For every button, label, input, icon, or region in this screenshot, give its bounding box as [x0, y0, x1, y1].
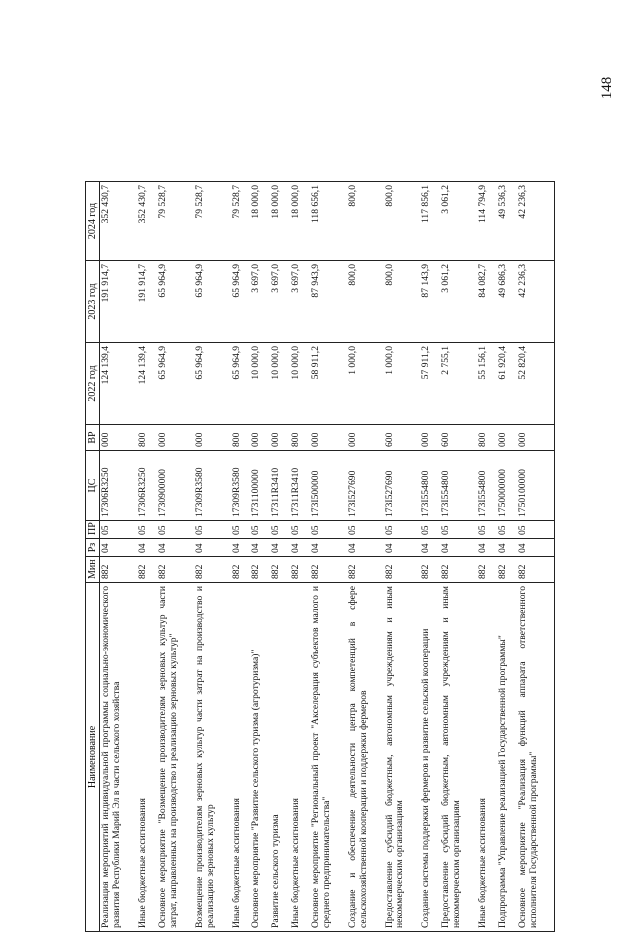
row-pr: 05 — [137, 521, 157, 539]
row-rz: 04 — [290, 539, 310, 557]
rotated-table-wrapper — [85, 182, 555, 932]
row-value-2024: 3 061,2 — [440, 182, 477, 261]
row-min: 882 — [100, 557, 138, 583]
row-min: 882 — [440, 557, 477, 583]
row-value-2024: 117 856,1 — [420, 182, 440, 261]
row-min: 882 — [310, 557, 347, 583]
row-value-2022: 124 139,4 — [100, 343, 138, 425]
row-cs: 173I527690 — [347, 451, 384, 521]
row-rz: 04 — [497, 539, 517, 557]
row-cs: 173I527690 — [384, 451, 421, 521]
row-value-2023: 65 964,9 — [231, 261, 251, 343]
row-cs: 1730900000 — [157, 451, 194, 521]
row-vr: 600 — [384, 425, 421, 451]
row-value-2023: 87 143,9 — [420, 261, 440, 343]
row-value-2023: 49 686,3 — [497, 261, 517, 343]
row-cs: 173I554800 — [420, 451, 440, 521]
row-cs: 1750000000 — [497, 451, 517, 521]
row-min: 882 — [477, 557, 497, 583]
row-pr: 05 — [250, 521, 270, 539]
row-cs: 173I554800 — [440, 451, 477, 521]
table-row — [100, 182, 138, 932]
row-rz: 04 — [384, 539, 421, 557]
row-value-2022: 65 964,9 — [157, 343, 194, 425]
table-body — [100, 182, 555, 932]
row-vr: 800 — [137, 425, 157, 451]
row-vr: 000 — [310, 425, 347, 451]
row-rz: 04 — [137, 539, 157, 557]
row-min: 882 — [231, 557, 251, 583]
row-value-2023: 800,0 — [347, 261, 384, 343]
table-row — [420, 182, 440, 932]
table-row — [440, 182, 477, 932]
row-cs: 17306R3250 — [137, 451, 157, 521]
row-name: Предоставление субсидий бюджетным, автономным учреждениям и иным некоммерческим организациям — [384, 583, 421, 932]
row-value-2023: 3 061,2 — [440, 261, 477, 343]
row-value-2024: 352 430,7 — [137, 182, 157, 261]
row-value-2024: 42 236,3 — [517, 182, 555, 261]
table-row — [497, 182, 517, 932]
row-value-2024: 18 000,0 — [290, 182, 310, 261]
row-vr: 000 — [420, 425, 440, 451]
page-number: 148 — [599, 76, 615, 100]
row-rz: 04 — [194, 539, 231, 557]
row-vr: 000 — [100, 425, 138, 451]
table-row — [384, 182, 421, 932]
row-value-2023: 3 697,0 — [270, 261, 290, 343]
row-value-2023: 191 914,7 — [137, 261, 157, 343]
row-name: Подпрограмма "Управление реализацией Государственной программы" — [497, 583, 517, 932]
row-cs: 17311R3410 — [290, 451, 310, 521]
header-row — [86, 182, 100, 932]
row-value-2022: 10 000,0 — [250, 343, 270, 425]
row-pr: 05 — [420, 521, 440, 539]
row-pr: 05 — [310, 521, 347, 539]
header-2022: 2022 год — [86, 343, 100, 425]
header-2023: 2023 год — [86, 261, 100, 343]
row-value-2024: 800,0 — [384, 182, 421, 261]
row-min: 882 — [347, 557, 384, 583]
row-rz: 04 — [440, 539, 477, 557]
table-row — [194, 182, 231, 932]
row-min: 882 — [270, 557, 290, 583]
row-pr: 05 — [270, 521, 290, 539]
row-min: 882 — [290, 557, 310, 583]
row-name: Иные бюджетные ассигнования — [477, 583, 497, 932]
row-pr: 05 — [194, 521, 231, 539]
row-min: 882 — [157, 557, 194, 583]
row-rz: 04 — [517, 539, 555, 557]
row-name: Иные бюджетные ассигнования — [231, 583, 251, 932]
table-row — [347, 182, 384, 932]
row-value-2022: 2 755,1 — [440, 343, 477, 425]
row-vr: 000 — [347, 425, 384, 451]
row-value-2022: 124 139,4 — [137, 343, 157, 425]
row-value-2023: 87 943,9 — [310, 261, 347, 343]
header-name: Наименование — [86, 583, 100, 932]
row-vr: 600 — [440, 425, 477, 451]
header-rz: Рз — [86, 539, 100, 557]
row-vr: 000 — [497, 425, 517, 451]
row-pr: 05 — [477, 521, 497, 539]
row-cs: 17309R3580 — [194, 451, 231, 521]
row-value-2024: 18 000,0 — [250, 182, 270, 261]
row-rz: 04 — [310, 539, 347, 557]
row-pr: 05 — [440, 521, 477, 539]
row-cs: 17311R3410 — [270, 451, 290, 521]
row-value-2024: 352 430,7 — [100, 182, 138, 261]
row-rz: 04 — [100, 539, 138, 557]
row-pr: 05 — [231, 521, 251, 539]
row-value-2022: 55 156,1 — [477, 343, 497, 425]
row-name: Создание системы поддержки фермеров и развитие сельской кооперации — [420, 583, 440, 932]
row-name: Иные бюджетные ассигнования — [137, 583, 157, 932]
row-value-2024: 114 794,9 — [477, 182, 497, 261]
row-name: Основное мероприятие "Реализация функций аппарата ответственного исполнителя Государственной программы" — [517, 583, 555, 932]
row-cs: 17306R3250 — [100, 451, 138, 521]
row-pr: 05 — [347, 521, 384, 539]
row-value-2024: 79 528,7 — [231, 182, 251, 261]
header-2024: 2024 год — [86, 182, 100, 261]
row-vr: 000 — [157, 425, 194, 451]
row-value-2022: 65 964,9 — [231, 343, 251, 425]
header-vr: ВР — [86, 425, 100, 451]
table-row — [270, 182, 290, 932]
header-min: Мин — [86, 557, 100, 583]
row-pr: 05 — [517, 521, 555, 539]
row-rz: 04 — [231, 539, 251, 557]
row-pr: 05 — [497, 521, 517, 539]
row-value-2023: 65 964,9 — [157, 261, 194, 343]
row-vr: 800 — [231, 425, 251, 451]
row-rz: 04 — [157, 539, 194, 557]
row-name: Основное мероприятие "Развитие сельского туризма (агротуризма)" — [250, 583, 270, 932]
row-min: 882 — [250, 557, 270, 583]
row-cs: 1750100000 — [517, 451, 555, 521]
row-value-2022: 58 911,2 — [310, 343, 347, 425]
row-rz: 04 — [477, 539, 497, 557]
row-value-2024: 18 000,0 — [270, 182, 290, 261]
header-pr: ПР — [86, 521, 100, 539]
table-row — [250, 182, 270, 932]
row-value-2022: 1 000,0 — [384, 343, 421, 425]
row-name: Развитие сельского туризма — [270, 583, 290, 932]
row-pr: 05 — [384, 521, 421, 539]
budget-table — [85, 181, 555, 932]
row-name: Основное мероприятие "Региональный проект "Акселерация субъектов малого и среднего предпринимательства" — [310, 583, 347, 932]
row-value-2024: 800,0 — [347, 182, 384, 261]
row-value-2024: 79 528,7 — [157, 182, 194, 261]
row-value-2023: 191 914,7 — [100, 261, 138, 343]
table-row — [137, 182, 157, 932]
row-min: 882 — [517, 557, 555, 583]
row-min: 882 — [194, 557, 231, 583]
row-value-2023: 42 236,3 — [517, 261, 555, 343]
table-row — [517, 182, 555, 932]
row-rz: 04 — [270, 539, 290, 557]
row-cs: 17309R3580 — [231, 451, 251, 521]
row-min: 882 — [137, 557, 157, 583]
table-row — [477, 182, 497, 932]
row-vr: 000 — [250, 425, 270, 451]
row-vr: 000 — [517, 425, 555, 451]
row-pr: 05 — [157, 521, 194, 539]
row-value-2023: 65 964,9 — [194, 261, 231, 343]
row-name: Создание и обеспечение деятельности центра компетенций в сфере сельскохозяйственной кооперации и поддержки фермеров — [347, 583, 384, 932]
table-row — [231, 182, 251, 932]
table-row — [290, 182, 310, 932]
row-value-2022: 57 911,2 — [420, 343, 440, 425]
row-rz: 04 — [420, 539, 440, 557]
row-vr: 800 — [477, 425, 497, 451]
header-cs: ЦС — [86, 451, 100, 521]
row-cs: 173I554800 — [477, 451, 497, 521]
row-value-2022: 65 964,9 — [194, 343, 231, 425]
row-vr: 000 — [270, 425, 290, 451]
row-value-2023: 3 697,0 — [290, 261, 310, 343]
row-value-2023: 3 697,0 — [250, 261, 270, 343]
row-rz: 04 — [347, 539, 384, 557]
row-value-2022: 61 920,4 — [497, 343, 517, 425]
row-vr: 000 — [194, 425, 231, 451]
row-value-2022: 52 820,4 — [517, 343, 555, 425]
row-name: Предоставление субсидий бюджетным, автономным учреждениям и иным некоммерческим организациям — [440, 583, 477, 932]
row-min: 882 — [384, 557, 421, 583]
row-vr: 800 — [290, 425, 310, 451]
row-name: Основное мероприятие "Возмещение производителям зерновых культур части затрат, направленных на производство и реализацию зерновых культур" — [157, 583, 194, 932]
row-name: Реализация мероприятий индивидуальной программы социально-экономического развития Республики Марий Эл в части сельского хозяйства — [100, 583, 138, 932]
row-rz: 04 — [250, 539, 270, 557]
row-value-2023: 800,0 — [384, 261, 421, 343]
row-value-2024: 118 656,1 — [310, 182, 347, 261]
row-value-2024: 49 536,3 — [497, 182, 517, 261]
row-pr: 05 — [290, 521, 310, 539]
row-name: Возмещение производителям зерновых культур части затрат на производство и реализацию зерновых культур — [194, 583, 231, 932]
row-min: 882 — [420, 557, 440, 583]
row-value-2022: 10 000,0 — [270, 343, 290, 425]
row-value-2022: 10 000,0 — [290, 343, 310, 425]
row-cs: 1731100000 — [250, 451, 270, 521]
row-min: 882 — [497, 557, 517, 583]
row-value-2022: 1 000,0 — [347, 343, 384, 425]
table-row — [310, 182, 347, 932]
row-cs: 173I500000 — [310, 451, 347, 521]
row-name: Иные бюджетные ассигнования — [290, 583, 310, 932]
row-value-2023: 84 082,7 — [477, 261, 497, 343]
table-row — [157, 182, 194, 932]
row-value-2024: 79 528,7 — [194, 182, 231, 261]
row-pr: 05 — [100, 521, 138, 539]
